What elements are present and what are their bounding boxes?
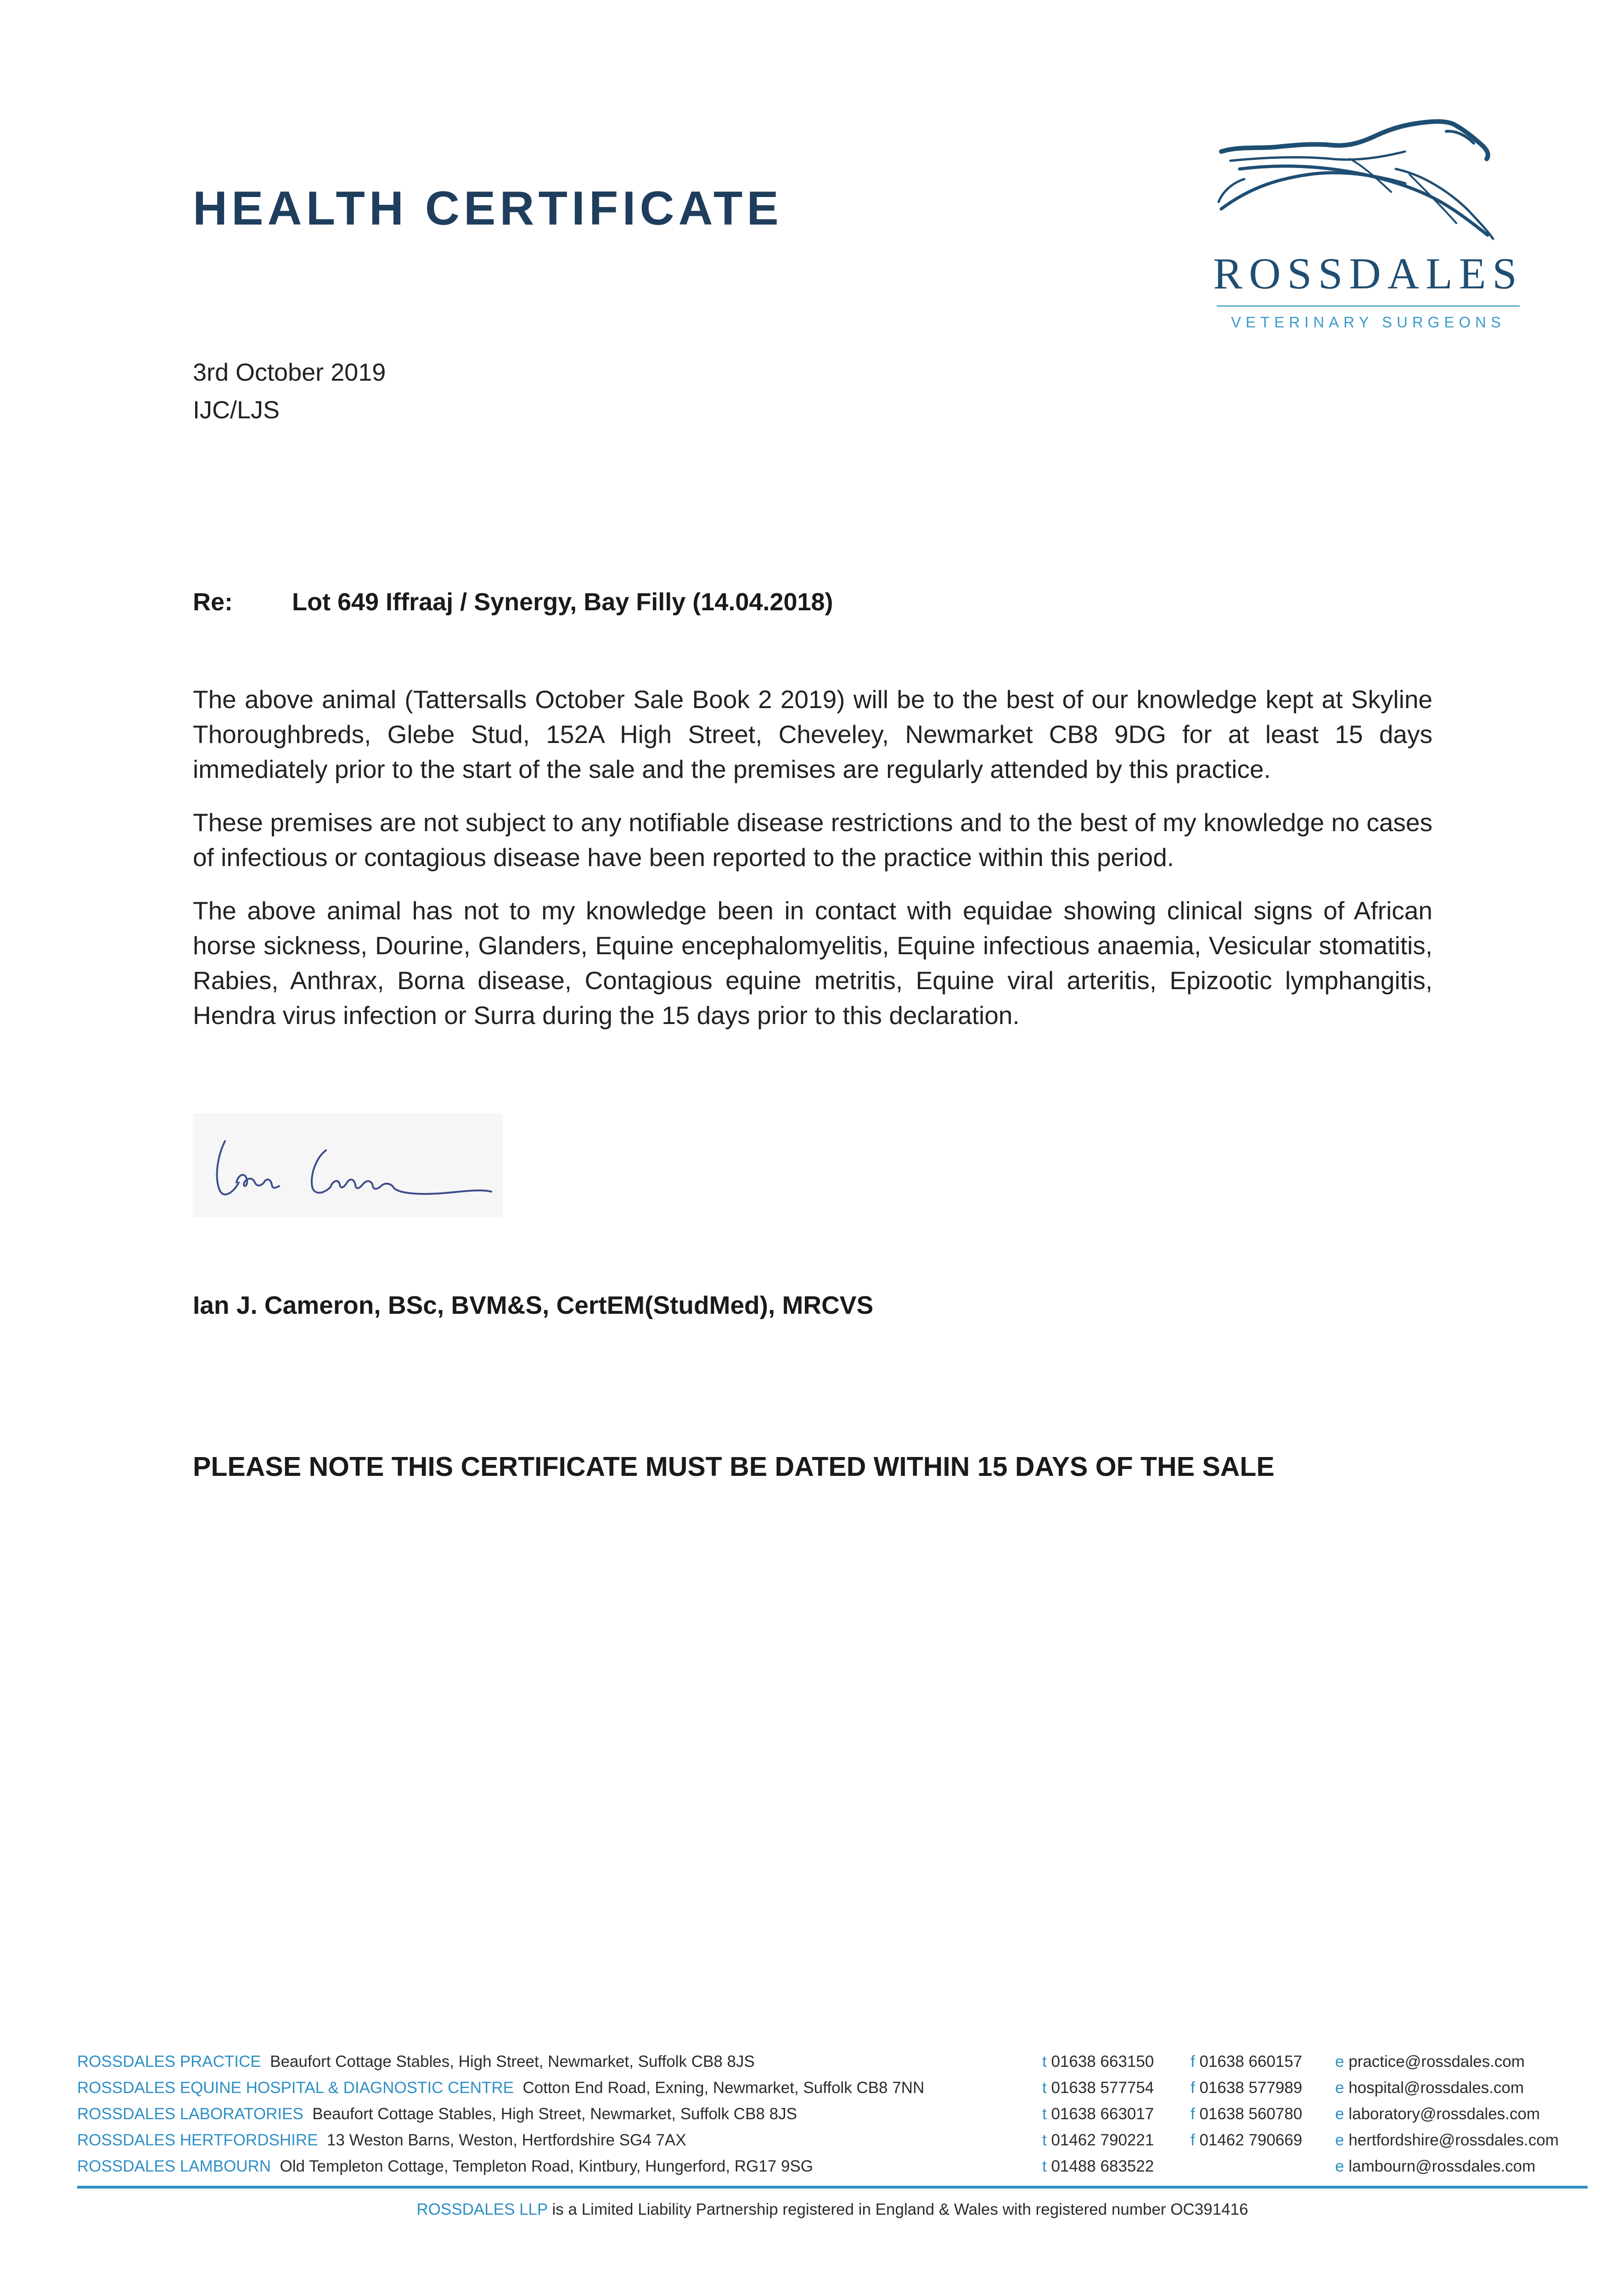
office-tel: 01488 683522 — [1051, 2157, 1154, 2175]
office-row — [77, 2079, 1588, 2105]
logo-tagline: VETERINARY SURGEONS — [1231, 314, 1505, 331]
body-paragraph: The above animal has not to my knowledge been in contact with equidae showing clinical signs of African horse sickness, Dourine, Glanders, Equine encephalomyelitis, Equine infectious anaemia, Vesicular stomatitis, Rabies, Anthrax, Borna disease, Contagious equine metritis, Equine viral arteritis, Epizootic lymphangitis, Hendra virus infection or Surra during the 15 days prior to this declaration. — [193, 896, 1432, 1030]
office-tel: 01638 663017 — [1051, 2105, 1154, 2123]
office-email[interactable]: laboratory@rossdales.com — [1348, 2105, 1540, 2123]
fax-prefix: f — [1191, 2105, 1195, 2123]
signatory-name: Ian J. Cameron, BSc, BVM&S, CertEM(StudMed), MRCVS — [193, 1291, 874, 1319]
office-email[interactable]: hospital@rossdales.com — [1348, 2079, 1524, 2097]
document-date: 3rd October 2019 — [193, 359, 386, 386]
email-prefix: e — [1335, 2157, 1344, 2175]
llp-name: ROSSDALES LLP — [416, 2200, 548, 2218]
office-address: Old Templeton Cottage, Templeton Road, Kintbury, Hungerford, RG17 9SG — [280, 2157, 813, 2175]
office-address: Beaufort Cottage Stables, High Street, Newmarket, Suffolk CB8 8JS — [270, 2053, 755, 2071]
email-prefix: e — [1335, 2079, 1344, 2097]
logo-wordmark: ROSSDALES — [1213, 249, 1523, 298]
email-prefix: e — [1335, 2105, 1344, 2123]
tel-prefix: t — [1042, 2157, 1047, 2175]
office-row — [77, 2131, 1588, 2157]
office-fax: 01638 577989 — [1199, 2079, 1303, 2097]
office-address: 13 Weston Barns, Weston, Hertfordshire SG4 7AX — [326, 2131, 686, 2149]
office-name: ROSSDALES HERTFORDSHIRE — [77, 2131, 318, 2149]
subject-line — [193, 588, 833, 616]
document-meta — [193, 354, 386, 429]
office-fax: 01462 790669 — [1199, 2131, 1303, 2149]
office-fax: 01638 660157 — [1199, 2053, 1303, 2071]
office-row — [77, 2157, 1588, 2183]
tel-prefix: t — [1042, 2079, 1047, 2097]
subject-text: Lot 649 Iffraaj / Synergy, Bay Filly (14.04.2018) — [292, 588, 833, 616]
office-email[interactable]: practice@rossdales.com — [1348, 2053, 1525, 2071]
office-fax: 01638 560780 — [1199, 2105, 1303, 2123]
tel-prefix: t — [1042, 2053, 1047, 2071]
tel-prefix: t — [1042, 2131, 1047, 2149]
office-name: ROSSDALES LABORATORIES — [77, 2105, 303, 2123]
email-prefix: e — [1335, 2053, 1344, 2071]
handwritten-signature — [193, 1114, 503, 1217]
office-name: ROSSDALES EQUINE HOSPITAL & DIAGNOSTIC CENTRE — [77, 2079, 514, 2097]
document-reference: IJC/LJS — [193, 396, 280, 424]
office-email[interactable]: hertfordshire@rossdales.com — [1348, 2131, 1559, 2149]
office-address: Beaufort Cottage Stables, High Street, Newmarket, Suffolk CB8 8JS — [312, 2105, 797, 2123]
footer-registration — [77, 2200, 1588, 2219]
office-tel: 01462 790221 — [1051, 2131, 1154, 2149]
footer-divider — [77, 2186, 1588, 2189]
office-name: ROSSDALES PRACTICE — [77, 2053, 261, 2071]
page-title: HEALTH CERTIFICATE — [193, 182, 783, 235]
fax-prefix: f — [1191, 2079, 1195, 2097]
office-email[interactable]: lambourn@rossdales.com — [1348, 2157, 1536, 2175]
logo-divider — [1217, 305, 1520, 307]
fax-prefix: f — [1191, 2053, 1195, 2071]
certificate-body — [193, 682, 1432, 1051]
tel-prefix: t — [1042, 2105, 1047, 2123]
llp-text: is a Limited Liability Partnership registered in England & Wales with registered number OC391416 — [552, 2200, 1248, 2218]
office-tel: 01638 663150 — [1051, 2053, 1154, 2071]
office-address: Cotton End Road, Exning, Newmarket, Suffolk CB8 7NN — [522, 2079, 925, 2097]
body-paragraph: These premises are not subject to any notifiable disease restrictions and to the best of my knowledge no cases of infectious or contagious disease have been reported to the practice within this period. — [193, 808, 1432, 872]
footer-offices — [77, 2053, 1588, 2183]
email-prefix: e — [1335, 2131, 1344, 2149]
subject-label: Re: — [193, 588, 233, 616]
fax-prefix: f — [1191, 2131, 1195, 2149]
office-tel: 01638 577754 — [1051, 2079, 1154, 2097]
galloping-horse-logo-icon — [1212, 115, 1524, 344]
office-name: ROSSDALES LAMBOURN — [77, 2157, 271, 2175]
body-paragraph: The above animal (Tattersalls October Sale Book 2 2019) will be to the best of our knowledge kept at Skyline Thoroughbreds, Glebe Stud, 152A High Street, Cheveley, Newmarket CB8 9DG for at least 15 days immediately prior to the start of the sale and the premises are regularly attended by this practice. — [193, 685, 1432, 783]
certificate-notice: PLEASE NOTE THIS CERTIFICATE MUST BE DATED WITHIN 15 DAYS OF THE SALE — [193, 1452, 1275, 1482]
office-row — [77, 2105, 1588, 2131]
office-row — [77, 2053, 1588, 2079]
